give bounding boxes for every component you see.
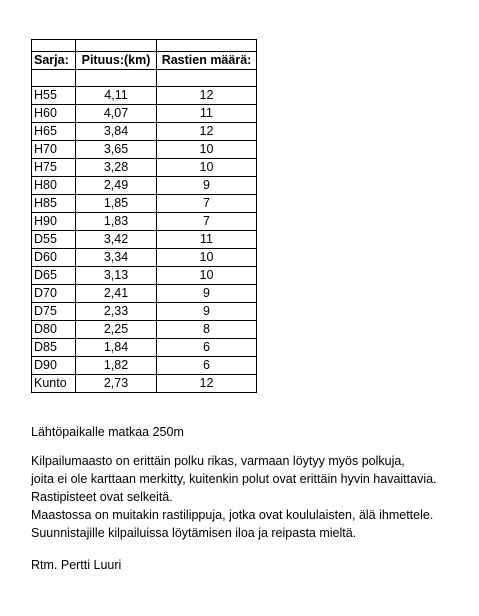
pituus-cell: 1,84 [76,339,157,357]
pituus-cell: 1,85 [76,195,157,213]
description-line: Maastossa on muitakin rastilippuja, jotka ovat koululaisten, älä ihmettele. [31,508,434,522]
description-line: Kilpailumaasto on erittäin polku rikas, varmaan löytyy myös polkuja, [31,454,405,468]
table-row [32,123,257,141]
sarja-cell: H85 [32,195,76,213]
sarja-cell: H90 [32,213,76,231]
table-row [32,159,257,177]
rastien-maara-cell: 12 [157,87,257,105]
table-empty-row [32,70,257,87]
header-pituus: Pituus:(km) [76,52,157,70]
sarja-cell: H65 [32,123,76,141]
signature: Rtm. Pertti Luuri [31,558,122,572]
table-row [32,87,257,105]
rastien-maara-cell: 6 [157,339,257,357]
sarja-cell: D90 [32,357,76,375]
table-row [32,375,257,393]
rastien-maara-cell: 9 [157,177,257,195]
table-row [32,303,257,321]
sarja-cell: D75 [32,303,76,321]
pituus-cell: 1,82 [76,357,157,375]
rastien-maara-cell: 10 [157,249,257,267]
description-line: Rastipisteet ovat selkeitä. [31,490,173,504]
pituus-cell: 4,11 [76,87,157,105]
pituus-cell: 4,07 [76,105,157,123]
sarja-cell: H55 [32,87,76,105]
rastien-maara-cell: 12 [157,123,257,141]
pituus-cell: 2,49 [76,177,157,195]
rastien-maara-cell: 10 [157,267,257,285]
table-empty-row [32,40,257,52]
table-row [32,321,257,339]
rastien-maara-cell: 12 [157,375,257,393]
description-line: Suunnistajille kilpailuissa löytämisen iloa ja reipasta mieltä. [31,526,357,540]
pituus-cell: 2,41 [76,285,157,303]
pituus-cell: 3,34 [76,249,157,267]
rastien-maara-cell: 7 [157,195,257,213]
table-row [32,105,257,123]
table-row [32,231,257,249]
description-line: joita ei ole karttaan merkitty, kuitenkin polut ovat erittäin hyvin havaittavia. [31,472,437,486]
rastien-maara-cell: 9 [157,303,257,321]
pituus-cell: 3,42 [76,231,157,249]
sarja-cell: D85 [32,339,76,357]
start-distance-note: Lähtöpaikalle matkaa 250m [31,425,184,439]
pituus-cell: 2,73 [76,375,157,393]
header-rastien-maara: Rastien määrä: [157,52,257,70]
rastien-maara-cell: 6 [157,357,257,375]
rastien-maara-cell: 8 [157,321,257,339]
table-header-row [32,52,257,70]
pituus-cell: 3,28 [76,159,157,177]
sarja-cell: H60 [32,105,76,123]
pituus-cell: 2,25 [76,321,157,339]
sarja-cell: H70 [32,141,76,159]
table-row [32,177,257,195]
sarja-cell: H75 [32,159,76,177]
pituus-cell: 3,84 [76,123,157,141]
rastien-maara-cell: 10 [157,141,257,159]
pituus-cell: 3,65 [76,141,157,159]
sarja-cell: D55 [32,231,76,249]
rastien-maara-cell: 9 [157,285,257,303]
results-table [31,39,257,393]
sarja-cell: H80 [32,177,76,195]
sarja-cell: Kunto [32,375,76,393]
table-row [32,249,257,267]
pituus-cell: 2,33 [76,303,157,321]
sarja-cell: D70 [32,285,76,303]
table-row [32,357,257,375]
pituus-cell: 3,13 [76,267,157,285]
sarja-cell: D80 [32,321,76,339]
table-row [32,285,257,303]
rastien-maara-cell: 10 [157,159,257,177]
header-sarja: Sarja: [32,52,76,70]
pituus-cell: 1,83 [76,213,157,231]
table-row [32,267,257,285]
rastien-maara-cell: 11 [157,231,257,249]
table-row [32,339,257,357]
sarja-cell: D65 [32,267,76,285]
terrain-description [31,452,437,542]
table-row [32,195,257,213]
sarja-cell: D60 [32,249,76,267]
table-row [32,141,257,159]
rastien-maara-cell: 7 [157,213,257,231]
rastien-maara-cell: 11 [157,105,257,123]
table-row [32,213,257,231]
